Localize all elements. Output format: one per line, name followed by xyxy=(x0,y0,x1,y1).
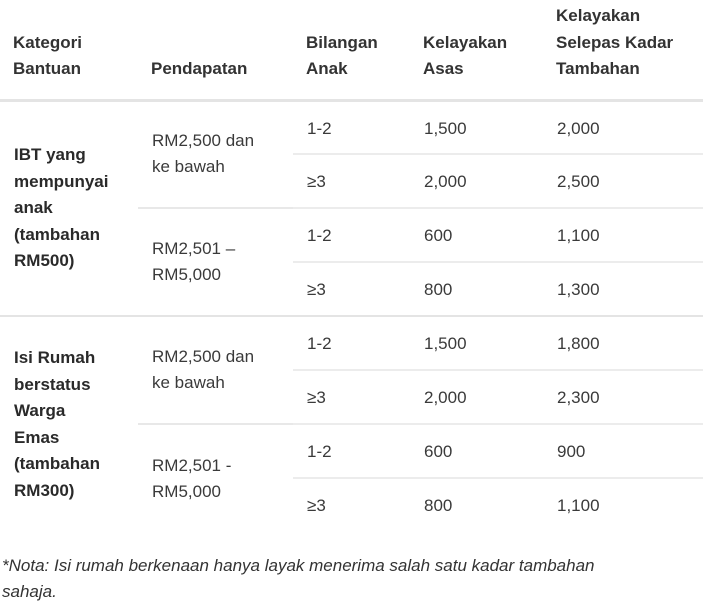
header-category-line1: Kategori xyxy=(13,32,82,52)
income-line: RM2,501 - xyxy=(152,455,232,475)
category-line: (tambahan xyxy=(14,224,100,244)
children-cell: ≥3 xyxy=(293,262,410,316)
children-cell: ≥3 xyxy=(293,370,410,424)
table-row xyxy=(0,316,703,370)
header-after-line3: Tambahan xyxy=(556,59,640,78)
income-line: RM5,000 xyxy=(152,265,221,284)
children-cell: 1-2 xyxy=(293,100,410,154)
basic-cell: 800 xyxy=(410,478,543,532)
table-body xyxy=(0,100,703,532)
basic-cell: 600 xyxy=(410,424,543,478)
income-line: RM2,501 – xyxy=(152,239,236,258)
category-cell xyxy=(0,316,138,532)
footnote xyxy=(2,553,703,605)
income-line: RM5,000 xyxy=(152,481,221,501)
category-line: mempunyai xyxy=(14,171,109,191)
income-cell xyxy=(138,316,293,424)
category-line: IBT yang xyxy=(14,145,86,164)
basic-cell: 2,000 xyxy=(410,370,543,424)
category-line: RM500) xyxy=(14,251,75,270)
category-line: Warga xyxy=(14,401,66,420)
income-line: RM2,500 dan xyxy=(152,131,255,151)
after-cell: 1,300 xyxy=(543,262,703,316)
after-cell: 1,800 xyxy=(543,316,703,370)
children-cell: 1-2 xyxy=(293,316,410,370)
income-line: RM2,500 dan xyxy=(152,347,255,366)
children-cell: 1-2 xyxy=(293,424,410,478)
header-basic-eligibility xyxy=(410,0,543,100)
footnote-line2: sahaja. xyxy=(2,582,57,601)
header-category-line2: Bantuan xyxy=(13,59,81,78)
header-income-line1: Pendapatan xyxy=(151,59,248,78)
basic-cell: 800 xyxy=(410,262,543,316)
basic-cell: 2,000 xyxy=(410,154,543,208)
table-header xyxy=(0,0,703,100)
after-cell: 900 xyxy=(543,424,703,478)
income-cell xyxy=(138,424,293,532)
category-line: Isi Rumah xyxy=(14,348,96,367)
after-cell: 2,300 xyxy=(543,370,703,424)
after-cell: 2,500 xyxy=(543,154,703,208)
children-cell: 1-2 xyxy=(293,208,410,262)
income-line: ke bawah xyxy=(152,373,225,392)
basic-cell: 1,500 xyxy=(410,316,543,370)
header-children-line2: Anak xyxy=(306,59,348,78)
basic-cell: 600 xyxy=(410,208,543,262)
category-line: (tambahan xyxy=(14,454,100,473)
category-line: Emas xyxy=(14,427,60,447)
income-cell xyxy=(138,100,293,208)
category-line: RM300) xyxy=(14,480,75,500)
income-line: ke bawah xyxy=(152,157,225,177)
after-cell: 1,100 xyxy=(543,208,703,262)
header-row xyxy=(0,0,703,100)
after-cell: 2,000 xyxy=(543,100,703,154)
header-basic-line1: Kelayakan xyxy=(423,32,508,52)
category-cell xyxy=(0,100,138,316)
after-cell: 1,100 xyxy=(543,478,703,532)
children-cell: ≥3 xyxy=(293,478,410,532)
children-cell: ≥3 xyxy=(293,154,410,208)
footnote-line1: *Nota: Isi rumah berkenaan hanya layak menerima salah satu kadar tambahan xyxy=(2,556,595,575)
basic-cell: 1,500 xyxy=(410,100,543,154)
header-after-line1: Kelayakan xyxy=(556,6,641,25)
header-basic-line2: Asas xyxy=(423,59,464,78)
header-after-additional xyxy=(543,0,703,100)
income-cell xyxy=(138,208,293,316)
header-income xyxy=(138,0,293,100)
table-row xyxy=(0,100,703,154)
category-line: anak xyxy=(14,198,53,217)
header-category xyxy=(0,0,138,100)
header-children-line1: Bilangan xyxy=(306,32,378,52)
header-children xyxy=(293,0,410,100)
header-after-line2: Selepas Kadar xyxy=(556,32,674,52)
category-line: berstatus xyxy=(14,374,91,394)
